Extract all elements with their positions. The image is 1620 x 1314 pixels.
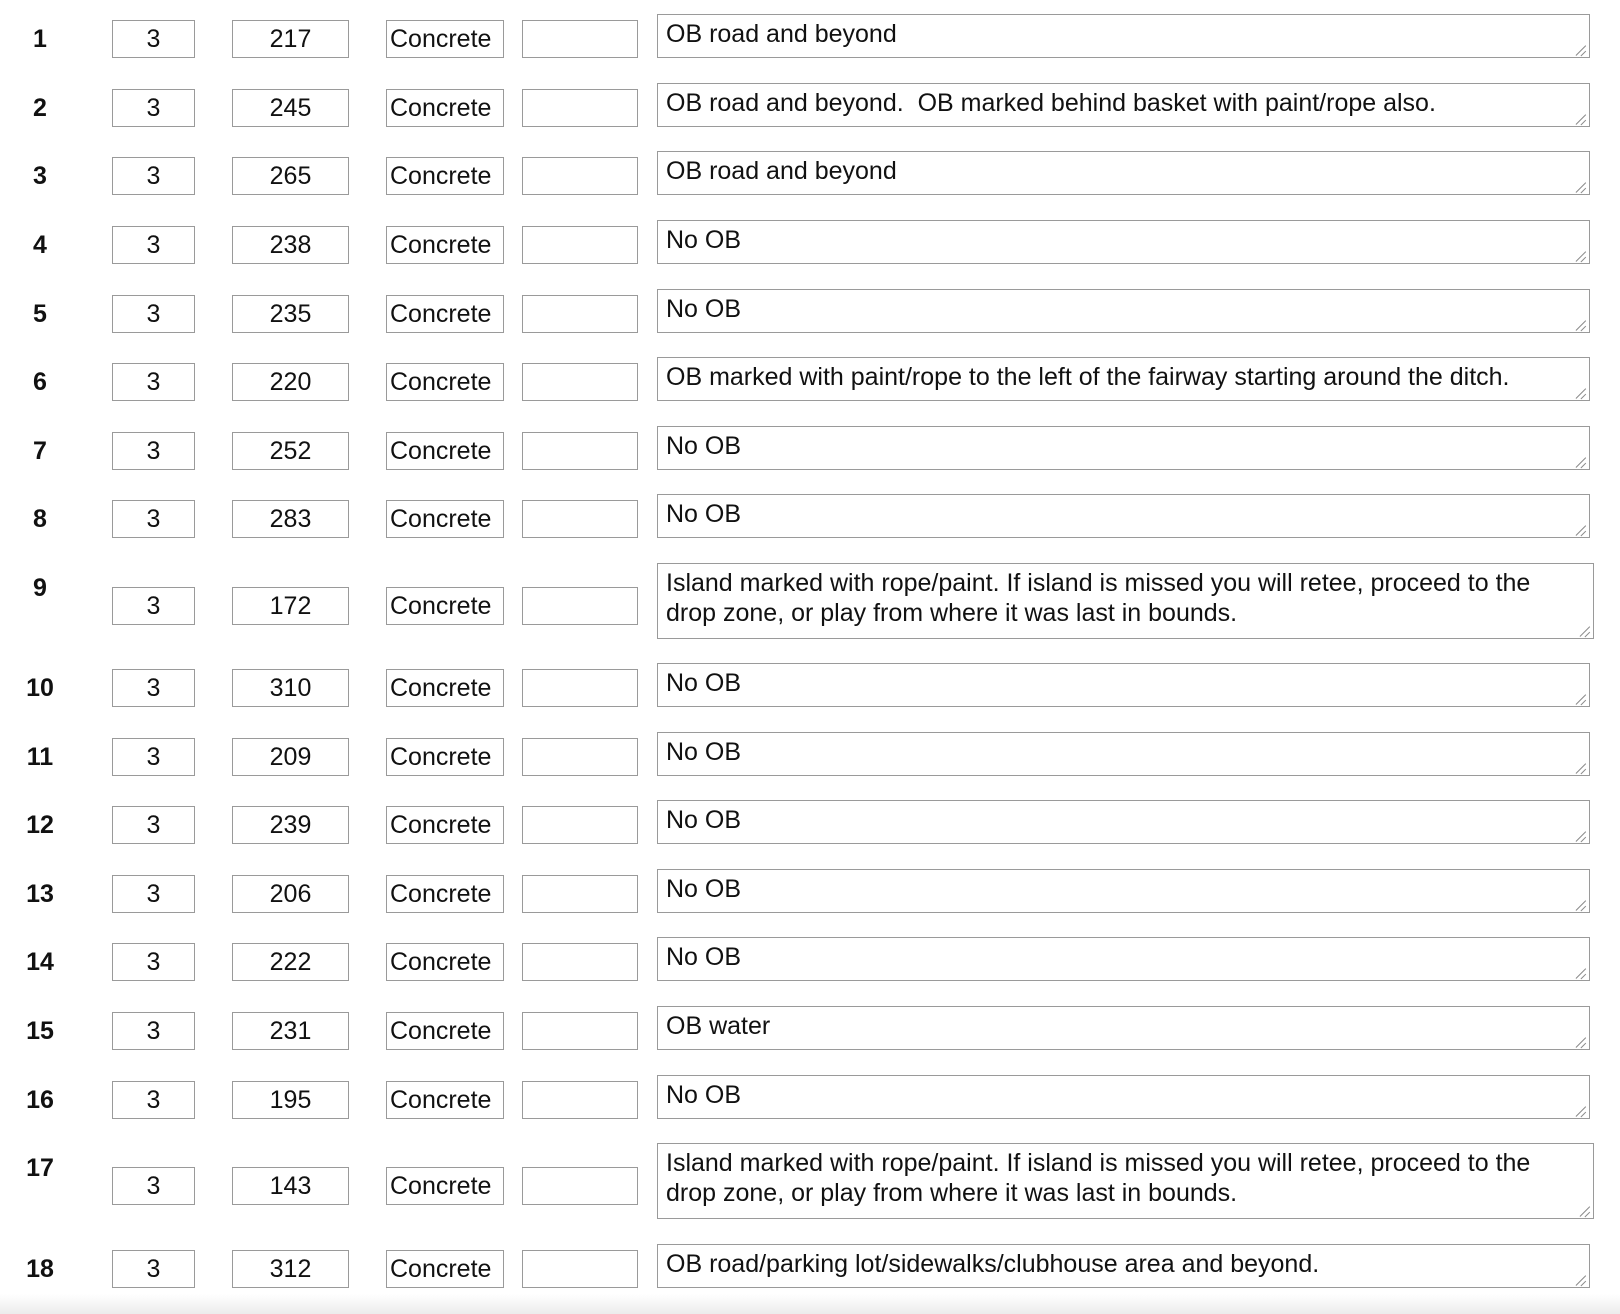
- hole-notes-textarea[interactable]: [657, 732, 1590, 776]
- hole-notes-textarea[interactable]: [657, 14, 1590, 58]
- hole-notes-textarea[interactable]: [657, 800, 1590, 844]
- par-input[interactable]: [112, 295, 195, 333]
- hole-number: 11: [26, 743, 54, 771]
- hole-number: 9: [33, 574, 47, 602]
- distance-input[interactable]: [232, 20, 349, 58]
- extra-input[interactable]: [522, 669, 638, 707]
- hole-number: 10: [26, 674, 54, 702]
- tee-type-field[interactable]: Concrete: [386, 806, 504, 844]
- hole-notes-textarea[interactable]: [657, 1143, 1594, 1219]
- par-input[interactable]: [112, 875, 195, 913]
- extra-input[interactable]: [522, 875, 638, 913]
- hole-number: 13: [26, 880, 54, 908]
- hole-number: 7: [33, 437, 47, 465]
- hole-number: 18: [26, 1255, 54, 1283]
- distance-input[interactable]: [232, 226, 349, 264]
- distance-input[interactable]: [232, 587, 349, 625]
- distance-input[interactable]: [232, 875, 349, 913]
- hole-notes-textarea[interactable]: [657, 426, 1590, 470]
- hole-number: 15: [26, 1017, 54, 1045]
- extra-input[interactable]: [522, 89, 638, 127]
- hole-notes-textarea[interactable]: [657, 289, 1590, 333]
- par-input[interactable]: [112, 1250, 195, 1288]
- par-input[interactable]: [112, 943, 195, 981]
- distance-input[interactable]: [232, 738, 349, 776]
- hole-number: 1: [33, 25, 47, 53]
- par-input[interactable]: [112, 363, 195, 401]
- hole-notes-textarea[interactable]: [657, 869, 1590, 913]
- hole-number: 17: [26, 1154, 54, 1182]
- extra-input[interactable]: [522, 295, 638, 333]
- hole-notes-textarea[interactable]: [657, 220, 1590, 264]
- tee-type-field[interactable]: Concrete: [386, 1012, 504, 1050]
- distance-input[interactable]: [232, 1167, 349, 1205]
- hole-number: 6: [33, 368, 47, 396]
- hole-notes-textarea[interactable]: [657, 1244, 1590, 1288]
- par-input[interactable]: [112, 669, 195, 707]
- hole-notes-textarea[interactable]: [657, 83, 1590, 127]
- extra-input[interactable]: [522, 943, 638, 981]
- par-input[interactable]: [112, 587, 195, 625]
- hole-number: 12: [26, 811, 54, 839]
- distance-input[interactable]: [232, 669, 349, 707]
- tee-type-field[interactable]: Concrete: [386, 295, 504, 333]
- distance-input[interactable]: [232, 1250, 349, 1288]
- distance-input[interactable]: [232, 500, 349, 538]
- extra-input[interactable]: [522, 1167, 638, 1205]
- hole-number: 2: [33, 94, 47, 122]
- distance-input[interactable]: [232, 1081, 349, 1119]
- hole-number: 14: [26, 948, 54, 976]
- distance-input[interactable]: [232, 157, 349, 195]
- extra-input[interactable]: [522, 806, 638, 844]
- par-input[interactable]: [112, 157, 195, 195]
- par-input[interactable]: [112, 20, 195, 58]
- tee-type-field[interactable]: Concrete: [386, 1081, 504, 1119]
- hole-number: 8: [33, 505, 47, 533]
- tee-type-field[interactable]: Concrete: [386, 587, 504, 625]
- tee-type-field[interactable]: Concrete: [386, 363, 504, 401]
- hole-number: 5: [33, 300, 47, 328]
- distance-input[interactable]: [232, 295, 349, 333]
- tee-type-field[interactable]: Concrete: [386, 738, 504, 776]
- tee-type-field[interactable]: Concrete: [386, 1250, 504, 1288]
- par-input[interactable]: [112, 1012, 195, 1050]
- tee-type-field[interactable]: Concrete: [386, 943, 504, 981]
- distance-input[interactable]: [232, 89, 349, 127]
- hole-notes-textarea[interactable]: [657, 151, 1590, 195]
- par-input[interactable]: [112, 1081, 195, 1119]
- extra-input[interactable]: [522, 157, 638, 195]
- tee-type-field[interactable]: Concrete: [386, 20, 504, 58]
- extra-input[interactable]: [522, 432, 638, 470]
- par-input[interactable]: [112, 89, 195, 127]
- hole-number: 16: [26, 1086, 54, 1114]
- tee-type-field[interactable]: Concrete: [386, 157, 504, 195]
- par-input[interactable]: [112, 432, 195, 470]
- extra-input[interactable]: [522, 226, 638, 264]
- hole-number: 4: [33, 231, 47, 259]
- tee-type-field[interactable]: Concrete: [386, 875, 504, 913]
- tee-type-field[interactable]: Concrete: [386, 432, 504, 470]
- hole-notes-textarea[interactable]: [657, 494, 1590, 538]
- extra-input[interactable]: [522, 20, 638, 58]
- extra-input[interactable]: [522, 500, 638, 538]
- extra-input[interactable]: [522, 1012, 638, 1050]
- hole-notes-textarea[interactable]: [657, 357, 1590, 401]
- distance-input[interactable]: [232, 806, 349, 844]
- distance-input[interactable]: [232, 363, 349, 401]
- distance-input[interactable]: [232, 943, 349, 981]
- hole-number: 3: [33, 162, 47, 190]
- bottom-edge-shadow: [0, 1294, 1620, 1314]
- hole-notes-textarea[interactable]: [657, 937, 1590, 981]
- extra-input[interactable]: [522, 1081, 638, 1119]
- par-input[interactable]: [112, 806, 195, 844]
- tee-type-field[interactable]: Concrete: [386, 226, 504, 264]
- extra-input[interactable]: [522, 738, 638, 776]
- distance-input[interactable]: [232, 432, 349, 470]
- par-input[interactable]: [112, 738, 195, 776]
- tee-type-field[interactable]: Concrete: [386, 1167, 504, 1205]
- hole-notes-textarea[interactable]: [657, 1006, 1590, 1050]
- tee-type-field[interactable]: Concrete: [386, 500, 504, 538]
- par-input[interactable]: [112, 226, 195, 264]
- par-input[interactable]: [112, 500, 195, 538]
- extra-input[interactable]: [522, 1250, 638, 1288]
- hole-notes-textarea[interactable]: [657, 1075, 1590, 1119]
- extra-input[interactable]: [522, 363, 638, 401]
- tee-type-field[interactable]: Concrete: [386, 669, 504, 707]
- tee-type-field[interactable]: Concrete: [386, 89, 504, 127]
- hole-notes-textarea[interactable]: [657, 563, 1594, 639]
- extra-input[interactable]: [522, 587, 638, 625]
- distance-input[interactable]: [232, 1012, 349, 1050]
- par-input[interactable]: [112, 1167, 195, 1205]
- hole-notes-textarea[interactable]: [657, 663, 1590, 707]
